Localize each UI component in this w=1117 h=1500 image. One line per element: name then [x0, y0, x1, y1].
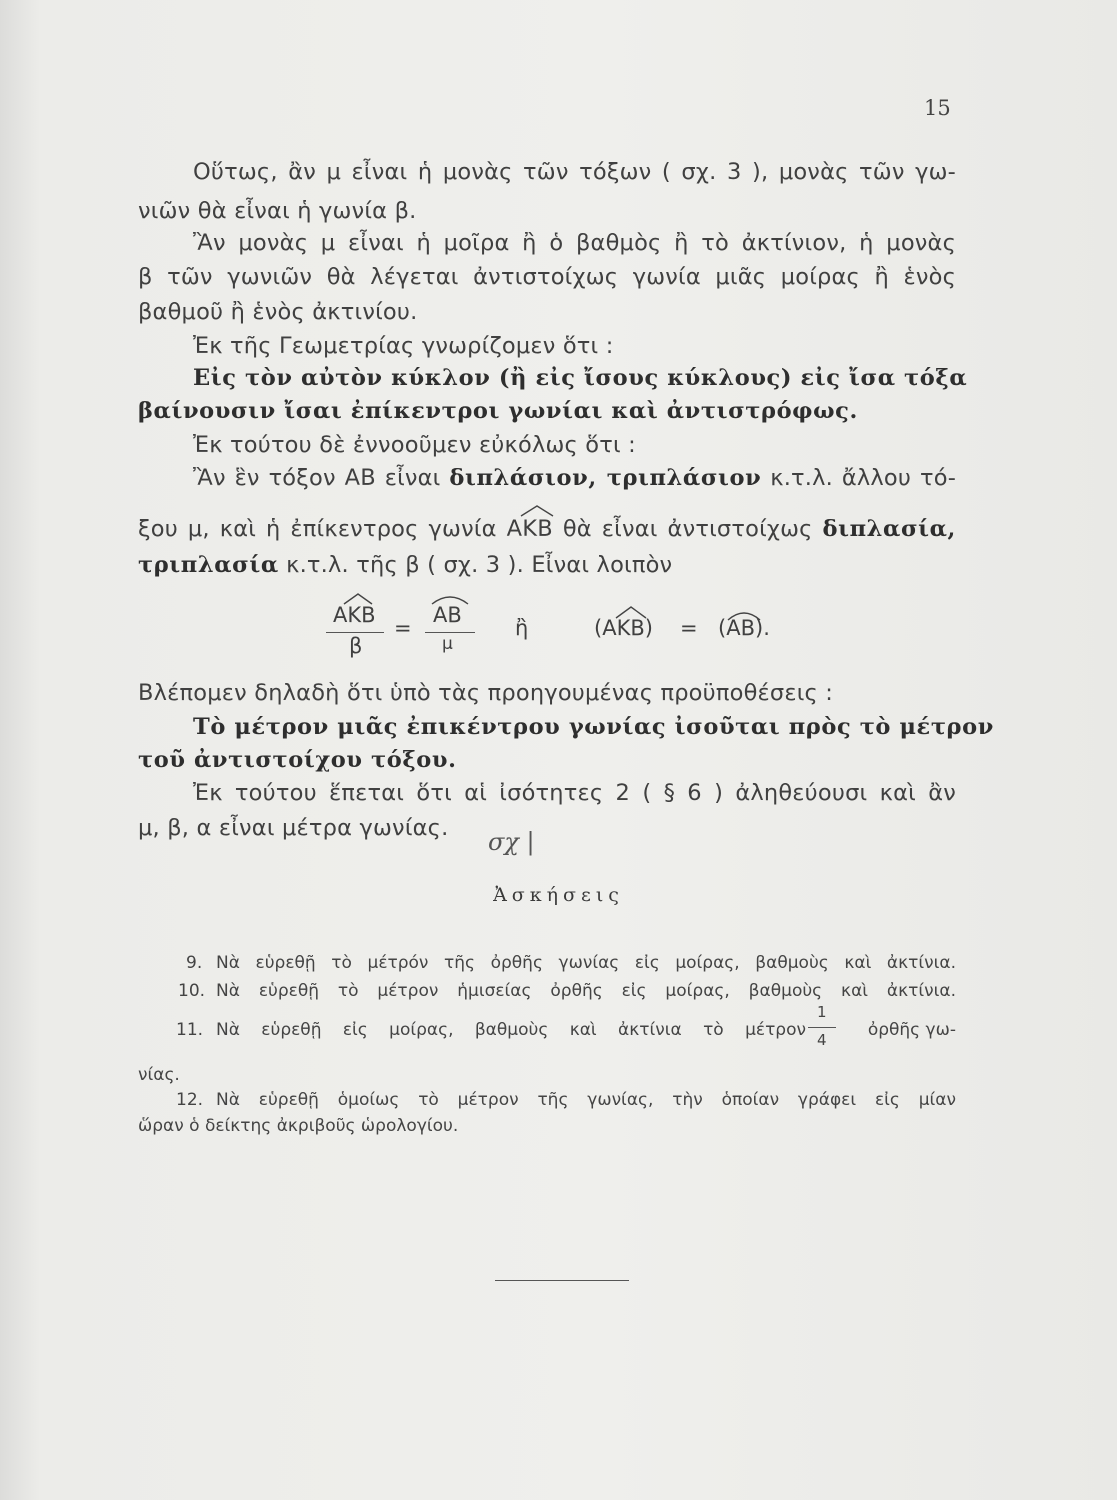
theorem-line: Εἰς τὸν αὐτὸν κύκλον (ἢ εἰς ἴσους κύκλους) εἰς ἴσα τόξα [193, 365, 968, 391]
text-line: νιῶν θὰ εἶναι ἡ γωνία β. [138, 198, 417, 224]
text-line: Ἐκ τῆς Γεωμετρίας γνωρίζομεν ὅτι : [193, 333, 614, 359]
exercise-text: Νὰ εὑρεθῇ τὸ μέτρον ἡμισείας ὀρθῆς εἰς μοίρας, βαθμοὺς καὶ ἀκτίνια. [216, 981, 956, 1001]
text-line: Ἐκ τούτου ἕπεται ὅτι αἱ ἰσότητες 2 ( § 6 ) ἀληθεύουσι καὶ ἂν [193, 780, 956, 806]
theorem-line: βαίνουσιν ἴσαι ἐπίκεντροι γωνίαι καὶ ἀντιστρόφως. [138, 398, 858, 424]
fraction-bar [425, 632, 475, 633]
text-line: Ἂν μονὰς μ εἶναι ἡ μοῖρα ἢ ὁ βαθμὸς ἢ τὸ ἀκτίνιον, ἡ μονὰς [193, 230, 956, 256]
fraction-numerator: 1 [817, 1003, 827, 1021]
angle-label: ΑΚΒ [506, 516, 553, 542]
fraction-numerator: ΑΚΒ [333, 603, 376, 627]
period: . [763, 616, 770, 640]
text-span: κ.τ.λ. ἄλλου τό- [770, 465, 957, 491]
page-number: 15 [924, 96, 951, 120]
arc-ab [726, 616, 755, 640]
exercise-text: νίας. [138, 1065, 180, 1085]
text-line: μ, β, α εἶναι μέτρα γωνίας. [138, 815, 449, 841]
exercise-text: ὥραν ὁ δείκτης ἀκριβοῦς ὡρολογίου. [138, 1116, 459, 1136]
equals-sign: = [680, 616, 698, 640]
exercise-text: Νὰ εὑρεθῇ ὁμοίως τὸ μέτρον τῆς γωνίας, τὴν ὁποίαν γράφει εἰς μίαν [216, 1090, 956, 1110]
exercise-text: ὀρθῆς γω- [867, 1020, 956, 1040]
text-span: ξου μ, καὶ ἡ ἐπίκεντρος γωνία [138, 516, 497, 542]
arc-icon [726, 606, 762, 622]
fraction-bar [808, 1027, 836, 1028]
equals-sign: = [394, 616, 412, 640]
text-line [138, 514, 956, 544]
exercise-text: Νὰ εὑρεθῇ εἰς μοίρας, βαθμοὺς καὶ ἀκτίνια τὸ μέτρον [216, 1020, 806, 1040]
handwritten-note: σχ | [488, 828, 535, 856]
arc-icon [507, 504, 567, 518]
text-span: κ.τ.λ. τῆς β ( σχ. 3 ). Εἶναι λοιπὸν [286, 552, 673, 578]
text-line: Ἐκ τούτου δὲ ἐννοοῦμεν εὐκόλως ὅτι : [193, 432, 636, 458]
text-line [138, 550, 956, 580]
exercise-number: 9. [186, 953, 203, 973]
text-span: Ἂν ἓν τόξον ΑΒ εἶναι [193, 465, 441, 491]
fraction-denominator: 4 [817, 1031, 827, 1049]
fraction-numerator: ΑΒ [433, 603, 462, 627]
exercise-text: Νὰ εὑρεθῇ τὸ μέτρόν τῆς ὀρθῆς γωνίας εἰς μοίρας, βαθμοὺς καὶ ἀκτίνια. [216, 953, 956, 973]
fraction-bar [326, 632, 384, 633]
exercise-number: 10. [178, 981, 206, 1001]
theorem-line: Τὸ μέτρον μιᾶς ἐπικέντρου γωνίας ἰσοῦται πρὸς τὸ μέτρον [193, 714, 994, 740]
text-span: θὰ εἶναι ἀντιστοίχως [562, 516, 813, 542]
text-line [193, 463, 956, 493]
end-rule [495, 1280, 629, 1281]
or-word: ἢ [515, 616, 529, 640]
fraction-denominator: β [349, 634, 363, 658]
exercise-number: 12. [176, 1090, 204, 1110]
angle-akb [507, 514, 553, 544]
exercises-heading: Ἀσκήσεις [493, 884, 624, 906]
text-line: βαθμοῦ ἢ ἑνὸς ἀκτινίου. [138, 299, 418, 325]
exercise-number: 11. [176, 1020, 204, 1040]
text-line: Βλέπομεν δηλαδὴ ὅτι ὑπὸ τὰς προηγουμένας προϋποθέσεις : [138, 680, 834, 706]
bold-span: διπλασία, [822, 516, 956, 542]
bold-span: διπλάσιον, τριπλάσιον [449, 465, 762, 491]
formula-lhs: ( ΑΚΒ) [594, 616, 653, 640]
bold-span: τριπλασία [138, 552, 279, 578]
fraction-denominator: μ [442, 634, 453, 654]
text-line: β τῶν γωνιῶν θὰ λέγεται ἀντιστοίχως γωνία μιᾶς μοίρας ἢ ἑνὸς [138, 264, 956, 290]
theorem-line: τοῦ ἀντιστοίχου τόξου. [138, 747, 457, 773]
formula-rhs: ( ΑΒ). [718, 616, 770, 640]
angle-akb [602, 616, 645, 640]
arc-icon [602, 606, 660, 620]
text-line: Οὕτως, ἂν μ εἶναι ἡ μονὰς τῶν τόξων ( σχ. 3 ), μονὰς τῶν γω- [193, 159, 956, 185]
arc-label: ΑΒ [726, 616, 755, 640]
angle-label: ΑΚΒ [602, 616, 645, 640]
